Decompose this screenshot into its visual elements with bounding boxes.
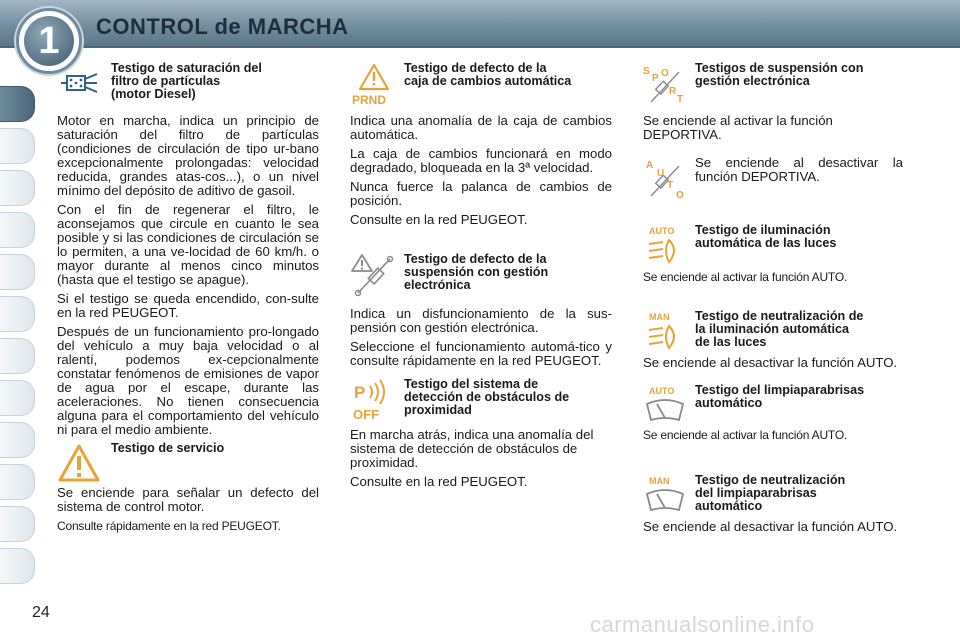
heading-line: (motor Diesel) (111, 87, 196, 101)
auto-headlamp-icon (643, 224, 687, 268)
chapter-tab-1[interactable] (0, 86, 35, 122)
chapter-tabs (0, 70, 36, 575)
paragraph: Consulte rápidamente en la red PEUGEOT. (57, 519, 281, 533)
chapter-number: 1 (24, 16, 74, 66)
heading-line: gestión electrónica (695, 74, 810, 88)
section-heading (350, 253, 612, 297)
header-divider (0, 46, 960, 48)
section-body (643, 356, 903, 370)
page-number: 24 (32, 604, 50, 621)
heading-text (695, 62, 863, 88)
heading-line: Testigo de neutralización (695, 473, 846, 487)
section-heading (57, 62, 319, 106)
heading-line: caja de cambios automática (404, 74, 572, 88)
paragraph: Se enciende al activar la función DEPORTIVA. (643, 113, 833, 142)
heading-text (111, 442, 224, 455)
paragraph: Se enciende al desactivar la función AUTO. (643, 519, 898, 534)
heading-line: detección de obstáculos de (404, 390, 570, 404)
section-heading (643, 384, 903, 428)
svg-text:MAN: MAN (649, 476, 670, 486)
svg-text:T: T (667, 180, 674, 191)
section-heading (643, 156, 903, 200)
svg-text:P: P (652, 73, 659, 84)
heading-text (404, 253, 548, 292)
section-body (350, 428, 612, 489)
section-heading (643, 62, 903, 106)
heading-line: la iluminación automática (695, 322, 849, 336)
heading-line: Testigo del sistema de (404, 377, 539, 391)
heading-line: Testigo de neutralización de (695, 309, 864, 323)
paragraph: Consulte en la red PEUGEOT. (350, 474, 528, 489)
heading-text (695, 474, 845, 513)
svg-text:O: O (661, 68, 669, 79)
section-body (57, 114, 319, 437)
section-body (643, 270, 903, 284)
chapter-tab-9[interactable] (0, 422, 35, 458)
heading-line: filtro de partículas (111, 74, 221, 88)
section-body (350, 307, 612, 368)
paragraph: Indica un disfuncionamiento de la sus-pensión con gestión electrónica. (350, 306, 612, 335)
paragraph: Se enciende al desactivar la función DEPORTIVA. (695, 155, 903, 184)
heading-line: Testigo de iluminación (695, 223, 831, 237)
paragraph: En marcha atrás, indica una anomalía del sistema de detección de obstáculos de proximidad. (350, 427, 594, 470)
section-body (57, 486, 319, 533)
heading-line: de las luces (695, 335, 767, 349)
section-heading (350, 62, 612, 106)
paragraph: Después de un funcionamiento pro-longado del vehículo a muy baja velocidad o al ralentí, podemos ex-cepcionalmente constatar fenómenos de emisiones de vapor de agua por el escape, durante las aceleraciones. No tienen consecuencia alguna para el comportamiento del vehículo ni para el medio ambiente. (57, 324, 319, 437)
paragraph: Se enciende al desactivar la función AUTO. (643, 355, 898, 370)
suspension-fault-icon (350, 253, 394, 297)
service-warning-icon (57, 442, 101, 486)
paragraph: Indica una anomalía de la caja de cambios automática. (350, 113, 612, 142)
heading-line: Testigos de suspensión con (695, 61, 864, 75)
heading-line: suspensión con gestión (404, 265, 549, 279)
chapter-tab-5[interactable] (0, 254, 35, 290)
svg-text:AUTO: AUTO (649, 386, 675, 396)
watermark: carmanualsonline.info (590, 612, 815, 637)
heading-line: Testigo de servicio (111, 441, 225, 455)
heading-line: Testigo del limpiaparabrisas (695, 383, 865, 397)
svg-text:MAN: MAN (649, 312, 670, 322)
chapter-tab-8[interactable] (0, 380, 35, 416)
paragraph: Se enciende al activar la función AUTO. (643, 428, 848, 442)
svg-text:AUTO: AUTO (649, 226, 675, 236)
paragraph: Si el testigo se queda encendido, con-sulte en la red PEUGEOT. (57, 291, 319, 320)
chapter-tab-3[interactable] (0, 170, 35, 206)
paragraph: La caja de cambios funcionará en modo degradado, bloqueada en la 3ª velocidad. (350, 146, 612, 175)
column-1 (57, 62, 319, 538)
heading-line: Testigo de defecto de la (404, 61, 547, 75)
section-body (643, 114, 903, 142)
svg-text:T: T (677, 94, 684, 105)
heading-text (404, 378, 569, 417)
heading-text (695, 384, 864, 410)
section-body (643, 428, 903, 442)
section-heading (643, 474, 903, 518)
manual-headlamp-icon (643, 310, 687, 354)
chapter-tab-10[interactable] (0, 464, 35, 500)
svg-text:A: A (646, 160, 654, 171)
particle-filter-icon (57, 62, 101, 106)
heading-text (695, 224, 836, 250)
column-2 (350, 62, 612, 494)
gearbox-fault-icon (350, 62, 394, 106)
heading-line: proximidad (404, 403, 472, 417)
chapter-tab-12[interactable] (0, 548, 35, 584)
heading-line: Testigo de defecto de la (404, 252, 547, 266)
section-heading (350, 378, 612, 422)
svg-text:O: O (676, 190, 684, 200)
paragraph: Con el fin de regenerar el filtro, le aconsejamos que circule en cuanto le sea posible y si las condiciones de circulación se lo permiten, a una ve-locidad de 60 km/h. o mayor durante al menos cinco minutos (hasta que el testigo se apague). (57, 202, 319, 287)
section-body (350, 114, 612, 227)
parking-sensor-off-icon (350, 378, 394, 422)
chapter-tab-7[interactable] (0, 338, 35, 374)
gear-letters: PRND (352, 93, 387, 106)
column-3 (643, 62, 903, 539)
chapter-tab-2[interactable] (0, 128, 35, 164)
heading-text (695, 310, 863, 349)
chapter-tab-4[interactable] (0, 212, 35, 248)
off-label: OFF (353, 407, 379, 422)
section-body (643, 520, 903, 534)
heading-line: del limpiaparabrisas (695, 486, 817, 500)
section-heading (643, 224, 903, 268)
svg-text:U: U (657, 168, 665, 179)
heading-line: Testigo de saturación del (111, 61, 262, 75)
paragraph: Motor en marcha, indica un principio de saturación del filtro de partículas (condiciones de circulación de tipo ur-bano excepcionalmente prolongadas: velocidad reducida, grandes atas-cos...), o un nivel mínimo del depósito de aditivo de gasoil. (57, 113, 319, 198)
heading-line: electrónica (404, 278, 471, 292)
paragraph: Seleccione el funcionamiento automá-tico y consulte rápidamente en la red PEUGEOT. (350, 339, 612, 368)
auto-wiper-icon (643, 384, 687, 428)
chapter-tab-6[interactable] (0, 296, 35, 332)
heading-line: automático (695, 499, 763, 513)
svg-text:S: S (643, 66, 650, 77)
auto-suspension-icon (643, 156, 687, 200)
heading-line: automática de las luces (695, 236, 837, 250)
paragraph: Consulte en la red PEUGEOT. (350, 212, 528, 227)
chapter-tab-11[interactable] (0, 506, 35, 542)
paragraph: Nunca fuerce la palanca de cambios de posición. (350, 179, 612, 208)
section-heading (643, 310, 903, 354)
page-title: CONTROL de MARCHA (96, 14, 349, 39)
manual-wiper-icon (643, 474, 687, 518)
paragraph: Se enciende al activar la función AUTO. (643, 270, 848, 284)
paragraph: Se enciende para señalar un defecto del sistema de control motor. (57, 485, 319, 514)
section-heading (57, 442, 319, 486)
heading-text (111, 62, 262, 101)
heading-text (404, 62, 571, 88)
sport-suspension-icon (643, 62, 687, 106)
heading-line: automático (695, 396, 763, 410)
svg-text:P: P (354, 383, 366, 402)
svg-text:R: R (669, 86, 677, 97)
section-body (695, 156, 903, 189)
